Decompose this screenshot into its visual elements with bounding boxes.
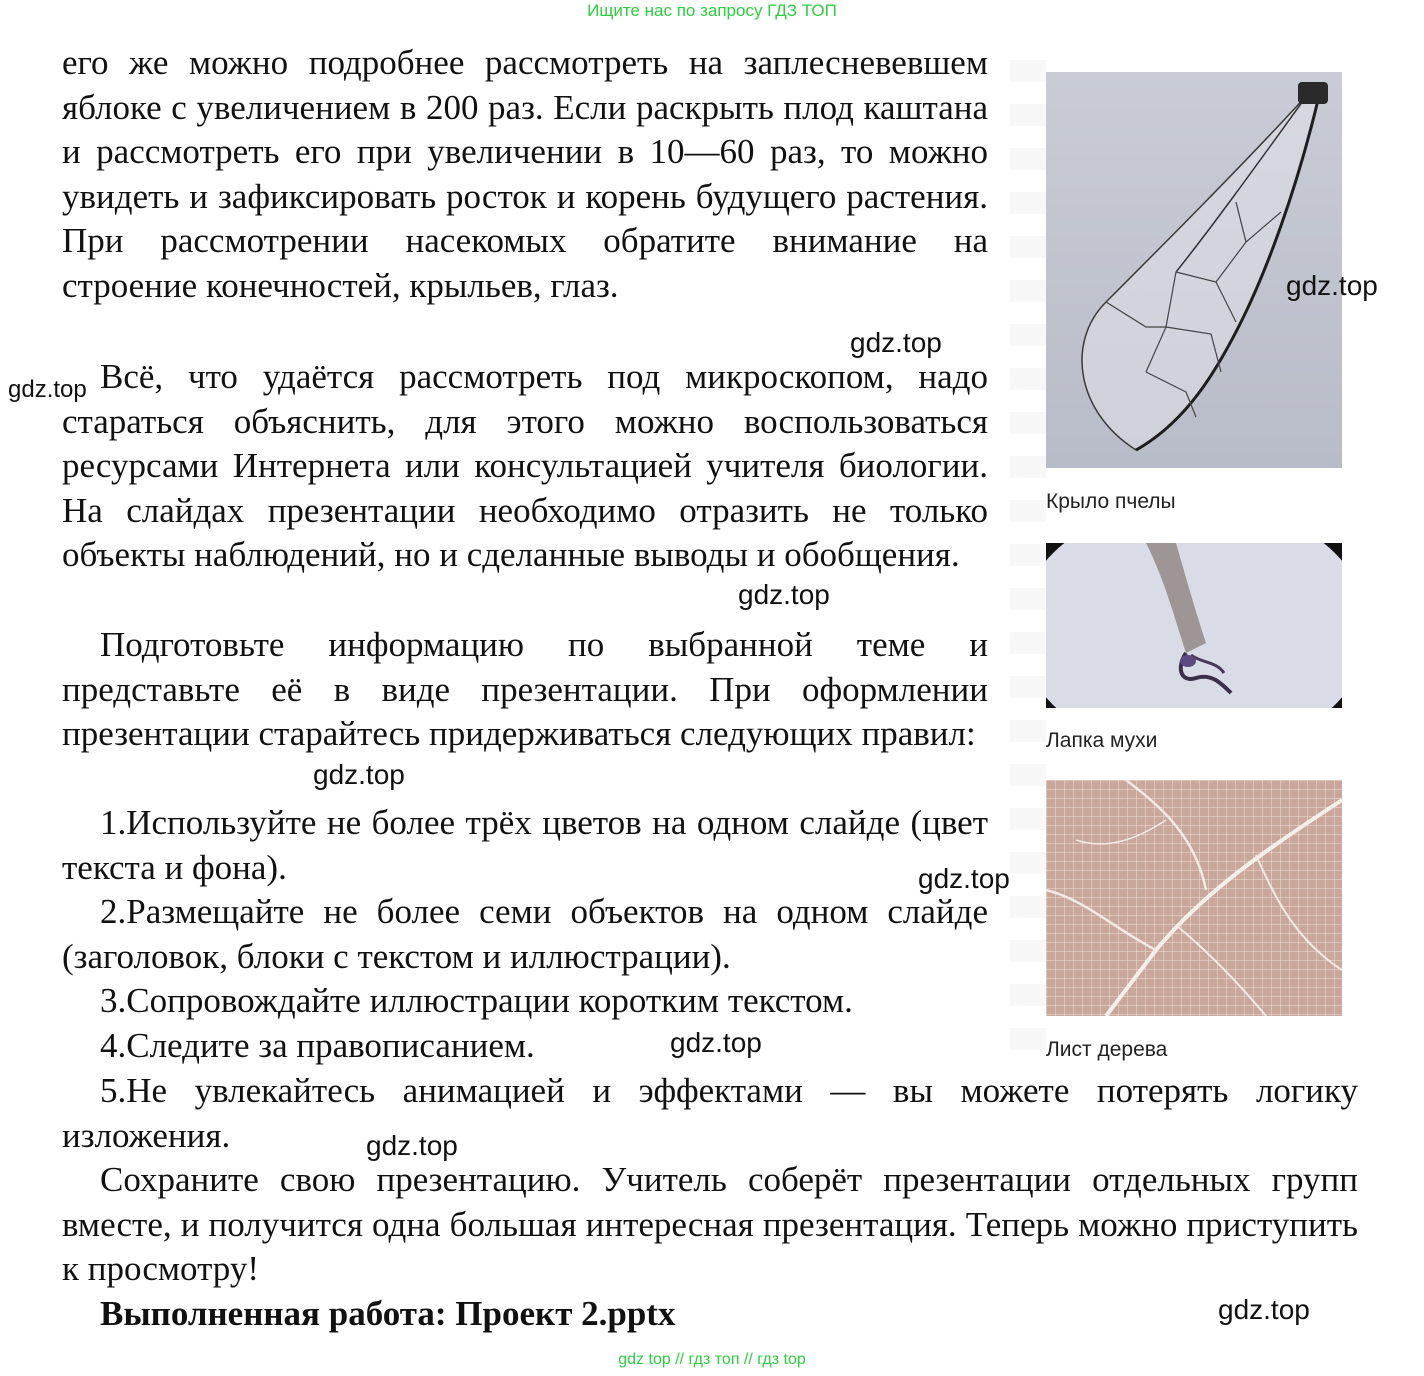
- watermark: gdz.top: [366, 1130, 458, 1161]
- paragraph-text: его же можно подробнее рассмотреть на заплесневевшем яблоке с увеличением в 200 раз. Если раскрыть плод каштана и рассмотреть его при увеличении в 10—60 раз, то можно увидеть и зафиксировать росток и корень будущего растения. При рассмотрении насекомых обратите внимание на строение конечностей, крыльев, глаз.: [62, 43, 988, 305]
- rule-2: [62, 890, 988, 979]
- completed-work-title: Выполненная работа: Проект 2.pptx: [100, 1294, 676, 1333]
- paragraph-text: Всё, что удаётся рассмотреть под микроскопом, надо стараться объяснить, для этого можно воспользоваться ресурсами Интернета или консультацией учителя биологии. На слайдах презентации необходимо отразить не только объекты наблюдений, но и сделанные выводы и обобщения.: [62, 357, 988, 575]
- rule-text: 5.Не увлекайтесь анимацией и эффектами — вы можете потерять логику изложения.: [62, 1071, 1358, 1155]
- paragraph-prepare: [62, 623, 988, 757]
- leaf-photo: [1046, 780, 1342, 1016]
- watermark: gdz.top: [918, 863, 1010, 894]
- paragraph-text: Сохраните свою презентацию. Учитель соберёт презентации отдельных групп вместе, и получится одна большая интересная презентация. Теперь можно приступить к просмотру!: [62, 1160, 1358, 1289]
- rule-5: [62, 1069, 1358, 1158]
- rule-4: [62, 1024, 988, 1069]
- watermark: gdz.top: [8, 376, 87, 403]
- paragraph-text: Подготовьте информацию по выбранной теме и представьте её в виде презентации. При оформлении презентации старайтесь придерживаться следующих правил:: [62, 625, 988, 754]
- watermark: gdz.top: [313, 759, 405, 790]
- rule-3: [62, 979, 988, 1024]
- paragraph-explain: [62, 355, 988, 578]
- rule-1: [62, 801, 988, 890]
- bottom-banner: gdz top // гдз топ // гдз top: [618, 1351, 806, 1368]
- watermark: gdz.top: [1286, 270, 1378, 301]
- rule-text: 1.Используйте не более трёх цветов на одном слайде (цвет текста и фона).: [62, 803, 988, 887]
- fly-leg-photo: [1046, 543, 1342, 708]
- leaf-illustration: [1046, 780, 1342, 1016]
- watermark: gdz.top: [670, 1027, 762, 1058]
- rule-text: 4.Следите за правописанием.: [100, 1026, 535, 1065]
- top-banner: Ищите нас по запросу ГДЗ ТОП: [587, 1, 837, 20]
- paragraph-save: [62, 1158, 1358, 1292]
- watermark: gdz.top: [1218, 1294, 1310, 1325]
- rule-text: 2.Размещайте не более семи объектов на одном слайде (заголовок, блоки с текстом и иллюстрации).: [62, 892, 988, 976]
- leaf-caption: Лист дерева: [1046, 1038, 1168, 1061]
- faded-background-text: [1010, 60, 1046, 1060]
- rule-text: 3.Сопровождайте иллюстрации коротким текстом.: [100, 981, 853, 1020]
- watermark: gdz.top: [850, 327, 942, 358]
- paragraph-microscope-objects: [62, 41, 988, 309]
- watermark: gdz.top: [738, 579, 830, 610]
- bee-wing-caption: Крыло пчелы: [1046, 490, 1176, 513]
- fly-leg-caption: Лапка мухи: [1046, 729, 1158, 752]
- fly-leg-illustration: [1046, 543, 1342, 708]
